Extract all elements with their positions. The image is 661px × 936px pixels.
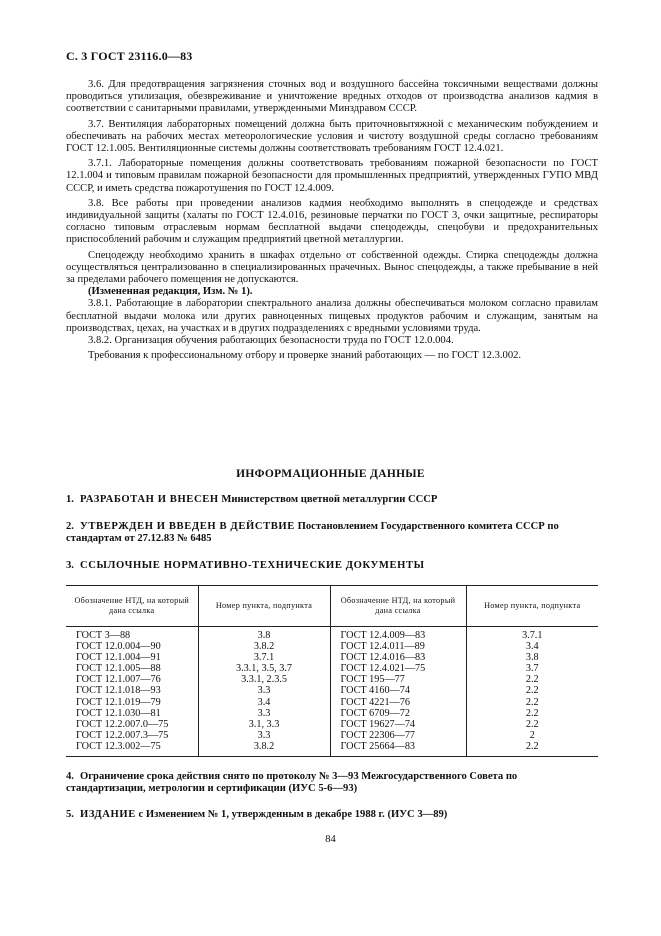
amendment-note: (Измененная редакция, Изм. № 1). xyxy=(88,286,253,298)
doc-ref: ГОСТ 12.2.007.0—75 xyxy=(76,718,169,730)
point-ref: 3.4 xyxy=(525,641,539,653)
paragraph-3-7-1: 3.7.1. Лабораторные помещения должны соответствовать требованиям пожарной безопасности по ГОСТ 12.1.004 и типовым правилам пожарной безопасности для промышленных предприятий, утвержденных ГУПО МВД СССР, и иметь средства пожаротушения по ГОСТ 12.4.009. xyxy=(66,158,598,194)
point-ref: 2 xyxy=(529,729,535,741)
info-item-2: 2. УТВЕРЖДЕН И ВВЕДЕН В ДЕЙСТВИЕ Постановлением Государственного комитета СССР по стандартам от 27.12.83 № 6485 xyxy=(66,521,559,545)
info-item-4: 4. Ограничение срока действия снято по протоколу № 3—93 Межгосударственного Совета по стандартизации, метрологии и сертификации (ИУС 5-6—93) xyxy=(66,771,518,795)
doc-ref: ГОСТ 6709—72 xyxy=(340,707,410,719)
col-header-point-left: Номер пункта, подпункта xyxy=(198,586,330,627)
info-item-3: 3. ССЫЛОЧНЫЕ НОРМАТИВНО-ТЕХНИЧЕСКИЕ ДОКУМЕНТЫ xyxy=(66,560,425,571)
info-data-title: ИНФОРМАЦИОННЫЕ ДАННЫЕ xyxy=(236,468,425,480)
paragraph-clothing-storage: Спецодежду необходимо хранить в шкафах отдельно от собственной одежды. Стирка спецодежды должна осуществляться централизованно в специализированных прачечных. Вынос спецодежды, а также пребывание в ней за пределами рабочего помещения не допускаются. xyxy=(66,249,598,286)
left-points-cell xyxy=(198,627,330,757)
paragraph-3-6: 3.6. Для предотвращения загрязнения сточных вод и воздушного бассейна токсичными веществами должны проводиться утилизация, обезвреживание и уничтожение вредных отходов от производства анализов кадмия в соответствии с санитарными правилами, утвержденными Минздравом СССР. xyxy=(66,79,598,115)
table-row xyxy=(66,627,598,757)
left-docs-cell xyxy=(66,627,198,757)
point-ref: 3.3.1, 3.5, 3.7 xyxy=(235,663,293,675)
col-header-point-right: Номер пункта, подпункта xyxy=(466,586,598,627)
point-ref: 3.3 xyxy=(257,685,271,697)
paragraph-professional-selection: Требования к профессиональному отбору и проверке знаний работающих — по ГОСТ 12.3.002. xyxy=(88,350,522,362)
doc-ref: ГОСТ 4221—76 xyxy=(340,696,410,708)
doc-ref: ГОСТ 195—77 xyxy=(340,674,405,686)
doc-ref: ГОСТ 12.4.021—75 xyxy=(340,663,426,675)
point-ref: 3.3 xyxy=(257,729,271,741)
paragraph-3-8-2: 3.8.2. Организация обучения работающих безопасности труда по ГОСТ 12.0.004. xyxy=(88,335,454,347)
point-ref: 3.8 xyxy=(257,630,271,641)
doc-ref: ГОСТ 25664—83 xyxy=(340,740,416,752)
doc-ref: ГОСТ 12.1.030—81 xyxy=(76,707,161,719)
point-ref: 2.2 xyxy=(525,707,539,719)
right-docs-cell xyxy=(330,627,466,757)
doc-ref: ГОСТ 12.4.011—89 xyxy=(340,641,425,653)
point-ref: 3.1, 3.3 xyxy=(248,718,280,730)
paragraph-3-7: 3.7. Вентиляция лабораторных помещений должна быть приточновытяжной с механическим побуждением и обеспечивать на рабочих местах метеорологические условия и чистоту воздушной среды согласно требованиям ГОСТ 12.1.005. Вентиляционные системы должны соответствовать требованиям ГОСТ 12.4.021. xyxy=(66,118,598,155)
doc-ref: ГОСТ 12.3.002—75 xyxy=(76,740,161,752)
point-ref: 3.3.1, 2.3.5 xyxy=(241,674,287,686)
point-ref: 3.7 xyxy=(525,663,539,675)
doc-ref: ГОСТ 12.4.016—83 xyxy=(340,652,426,664)
doc-ref: ГОСТ 12.4.009—83 xyxy=(340,630,426,641)
paragraph-3-8-1: 3.8.1. Работающие в лаборатории спектрального анализа должны обеспечиваться молоком согласно правилам бесплатной выдачи молока или других равноценных пищевых продуктов рабочим и служащим, занятым на производствах, цехах, на участках и в других подразделениях с вредными условиями труда. xyxy=(66,298,598,334)
doc-ref: ГОСТ 12.1.005—88 xyxy=(76,663,161,675)
point-ref: 3.4 xyxy=(257,696,271,708)
point-ref: 3.3 xyxy=(257,707,271,719)
page-header: С. 3 ГОСТ 23116.0—83 xyxy=(66,49,193,63)
doc-ref: ГОСТ 12.2.007.3—75 xyxy=(76,729,169,741)
point-ref: 2.2 xyxy=(525,740,539,752)
point-ref: 2.2 xyxy=(525,696,539,708)
right-points-cell xyxy=(466,627,598,757)
point-ref: 3.8.2 xyxy=(253,740,275,752)
info-item-5: 5. ИЗДАНИЕ с Изменением № 1, утвержденным в декабре 1988 г. (ИУС 3—89) xyxy=(66,809,448,820)
point-ref: 3.8 xyxy=(525,652,539,664)
doc-ref: ГОСТ 12.1.004—91 xyxy=(76,652,161,664)
doc-ref: ГОСТ 22306—77 xyxy=(340,729,416,741)
info-item-1: 1. РАЗРАБОТАН И ВНЕСЕН Министерством цветной металлургии СССР xyxy=(66,494,438,505)
page-number: 84 xyxy=(325,834,336,845)
point-ref: 2.2 xyxy=(525,718,539,730)
doc-ref: ГОСТ 12.1.018—93 xyxy=(76,685,161,697)
table-header-row xyxy=(66,586,598,627)
doc-ref: ГОСТ 3—88 xyxy=(76,630,131,641)
doc-ref: ГОСТ 19627—74 xyxy=(340,718,416,730)
point-ref: 2.2 xyxy=(525,674,539,686)
point-ref: 3.8.2 xyxy=(253,641,275,653)
doc-ref: ГОСТ 12.1.007—76 xyxy=(76,674,161,686)
reference-documents-table xyxy=(66,585,598,757)
point-ref: 2.2 xyxy=(525,685,539,697)
col-header-doc-right: Обозначение НТД, на который дана ссылка xyxy=(330,586,466,627)
paragraph-3-8: 3.8. Все работы при проведении анализов кадмия необходимо выполнять в спецодежде и средствах индивидуальной защиты (халаты по ГОСТ 12.4.016, резиновые перчатки по ГОСТ 3, очки защитные, респираторы согласно типовым отраслевым нормам бесплатной выдачи спецодежды, спецобуви и предохранительных приспособлений рабочим и служащим предприятий цветной металлургии. xyxy=(66,197,598,246)
doc-ref: ГОСТ 12.1.019—79 xyxy=(76,696,161,708)
doc-ref: ГОСТ 4160—74 xyxy=(340,685,410,697)
doc-ref: ГОСТ 12.0.004—90 xyxy=(76,641,161,653)
point-ref: 3.7.1 xyxy=(253,652,275,664)
safety-requirements-text xyxy=(66,79,598,362)
point-ref: 3.7.1 xyxy=(522,630,543,641)
col-header-doc-left: Обозначение НТД, на который дана ссылка xyxy=(66,586,198,627)
